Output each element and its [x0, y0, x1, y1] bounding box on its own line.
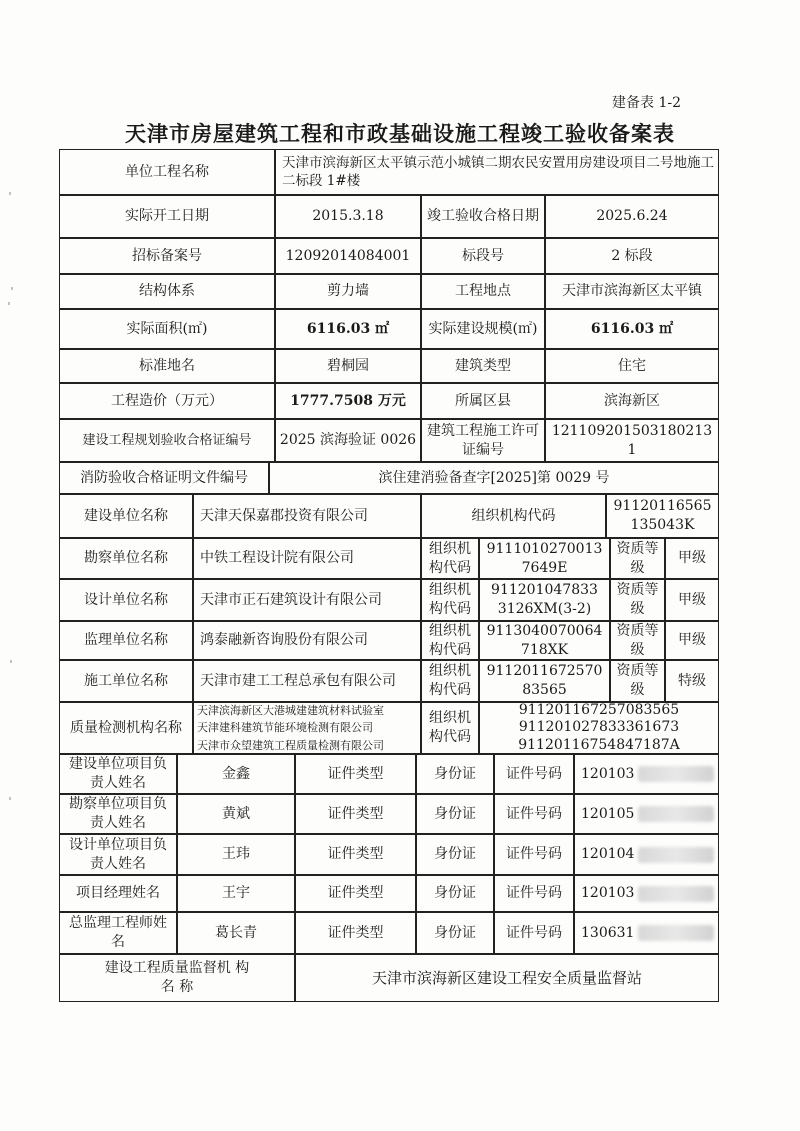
record-table	[60, 150, 720, 1003]
label-project-name: 单位工程名称	[59, 149, 275, 195]
label-start-date: 实际开工日期	[59, 195, 275, 238]
value-building-type: 住宅	[545, 349, 719, 383]
value-project-name: 天津市滨海新区太平镇示范小城镇二期农民安置用房建设项目二号地施工二标段 1#楼	[275, 149, 719, 195]
redaction-blur	[638, 925, 714, 941]
label-cert-no: 证件号码	[494, 834, 574, 875]
value-person-name: 王玮	[177, 834, 295, 875]
label-location: 工程地点	[421, 274, 545, 309]
value-scale: 6116.03 ㎡	[545, 309, 719, 349]
label-design-org-code: 组织机构代码	[421, 579, 479, 621]
value-cert-type: 身份证	[416, 794, 494, 834]
label-survey-org-code: 组织机构代码	[421, 538, 479, 579]
value-start-date: 2015.3.18	[275, 195, 421, 238]
label-builder-unit: 施工单位名称	[59, 660, 193, 702]
label-supervisor-org-code: 组织机构代码	[421, 621, 479, 660]
value-fire-cert: 滨住建消验备查字[2025]第 0029 号	[269, 462, 719, 494]
label-design-qual: 资质等级	[610, 579, 665, 621]
value-construction-unit: 天津天保嘉郡投资有限公司	[193, 494, 421, 538]
value-permit: 121109201503180213​1	[545, 419, 719, 462]
value-design-unit: 天津市正石建筑设计有限公司	[193, 579, 421, 621]
label-cert-type: 证件类型	[295, 834, 416, 875]
value-place-name: 碧桐园	[275, 349, 421, 383]
value-design-code: 911201047833 3126XM(3-2)	[479, 579, 610, 621]
value-bid-no: 12092014084001	[275, 238, 421, 274]
label-cert-no: 证件号码	[494, 912, 574, 954]
value-construction-code: 91120116565135043K	[606, 494, 719, 538]
label-supervisor-qual: 资质等级	[610, 621, 665, 660]
value-cert-no	[574, 875, 719, 912]
value-supervisor-unit: 鸿泰融新咨询股份有限公司	[193, 621, 421, 660]
label-area: 实际面积(㎡)	[59, 309, 275, 349]
value-survey-unit: 中铁工程设计院有限公司	[193, 538, 421, 579]
redaction-blur	[638, 847, 714, 863]
value-section-no: 2 标段	[545, 238, 719, 274]
value-supervisor-code: 9113040070064718XK	[479, 621, 610, 660]
value-quality-codes	[479, 702, 719, 754]
label-person-role: 项目经理姓名	[59, 875, 177, 912]
label-accept-date: 竣工验收合格日期	[421, 195, 545, 238]
value-area: 6116.03 ㎡	[275, 309, 421, 349]
label-district: 所属区县	[421, 383, 545, 419]
label-person-role: 勘察单位项目负责人姓名	[59, 794, 177, 834]
quality-code-1: 911201167257083565	[518, 701, 680, 718]
label-person-role: 建设单位项目负责人姓名	[59, 754, 177, 794]
label-fire-cert: 消防验收合格证明文件编号	[59, 462, 269, 494]
id-prefix: 130631	[581, 924, 635, 941]
scan-speck	[8, 302, 10, 305]
value-cert-type: 身份证	[416, 875, 494, 912]
label-cert-no: 证件号码	[494, 875, 574, 912]
value-cert-no	[574, 754, 719, 794]
label-quality-org: 质量检测机构名称	[59, 702, 193, 754]
redaction-blur	[638, 886, 714, 902]
value-builder-qual: 特级	[665, 660, 719, 702]
value-survey-code: 91110102700137649E	[479, 538, 610, 579]
redaction-blur	[638, 806, 714, 822]
scan-speck	[11, 287, 13, 290]
value-cost: 1777.7508 万元	[275, 383, 421, 419]
value-cert-no	[574, 794, 719, 834]
label-bid-no: 招标备案号	[59, 238, 275, 274]
label-supervision: 建设工程质量监督机 构 名 称	[59, 954, 295, 1002]
label-person-role: 总监理工程师姓名	[59, 912, 177, 954]
value-cert-no	[574, 912, 719, 954]
label-cost: 工程造价（万元）	[59, 383, 275, 419]
label-cert-type: 证件类型	[295, 875, 416, 912]
quality-code-2: 911201027833361673	[518, 719, 680, 736]
value-design-qual: 甲级	[665, 579, 719, 621]
label-scale: 实际建设规模(㎡)	[421, 309, 545, 349]
value-structure: 剪力墙	[275, 274, 421, 309]
id-prefix: 120103	[581, 765, 635, 782]
label-design-unit: 设计单位名称	[59, 579, 193, 621]
label-planning-cert: 建设工程规划验收合格证编号	[59, 419, 275, 462]
id-prefix: 120105	[581, 805, 635, 822]
label-supervisor-unit: 监理单位名称	[59, 621, 193, 660]
value-supervisor-qual: 甲级	[665, 621, 719, 660]
value-planning-cert: 2025 滨海验证 0026	[275, 419, 421, 462]
page-title: 天津市房屋建筑工程和市政基础设施工程竣工验收备案表	[125, 122, 675, 146]
label-cert-type: 证件类型	[295, 794, 416, 834]
label-cert-type: 证件类型	[295, 912, 416, 954]
value-cert-type: 身份证	[416, 834, 494, 875]
quality-org-3: 天津市众望建筑工程质量检测有限公司	[197, 738, 384, 752]
label-survey-unit: 勘察单位名称	[59, 538, 193, 579]
value-person-name: 葛长青	[177, 912, 295, 954]
label-cert-no: 证件号码	[494, 754, 574, 794]
form-number: 建备表 1-2	[612, 95, 681, 111]
value-district: 滨海新区	[545, 383, 719, 419]
label-structure: 结构体系	[59, 274, 275, 309]
value-person-name: 金鑫	[177, 754, 295, 794]
value-cert-type: 身份证	[416, 912, 494, 954]
value-cert-no	[574, 834, 719, 875]
value-supervision: 天津市滨海新区建设工程安全质量监督站	[295, 954, 719, 1002]
label-permit: 建筑工程施工许可证编号	[421, 419, 545, 462]
label-building-type: 建筑类型	[421, 349, 545, 383]
quality-org-1: 天津滨海新区大港城建建筑材料试验室	[197, 704, 384, 718]
scan-speck	[9, 192, 11, 195]
label-builder-org-code: 组织机构代码	[421, 660, 479, 702]
value-location: 天津市滨海新区太平镇	[545, 274, 719, 309]
label-person-role: 设计单位项目负责人姓名	[59, 834, 177, 875]
value-person-name: 黄斌	[177, 794, 295, 834]
label-cert-type: 证件类型	[295, 754, 416, 794]
label-construction-unit: 建设单位名称	[59, 494, 193, 538]
label-section-no: 标段号	[421, 238, 545, 274]
value-quality-orgs	[193, 702, 421, 754]
value-builder-code: 911201167257083565	[479, 660, 610, 702]
label-place-name: 标准地名	[59, 349, 275, 383]
value-person-name: 王宇	[177, 875, 295, 912]
value-cert-type: 身份证	[416, 754, 494, 794]
redaction-blur	[638, 766, 714, 782]
label-quality-org-code: 组织机构代码	[421, 702, 479, 754]
value-survey-qual: 甲级	[665, 538, 719, 579]
quality-code-3: 91120116754847187A	[518, 736, 680, 753]
id-prefix: 120104	[581, 846, 635, 863]
label-builder-qual: 资质等级	[610, 660, 665, 702]
quality-org-2: 天津建科建筑节能环境检测有限公司	[197, 721, 373, 735]
scan-speck	[9, 797, 11, 800]
label-org-code: 组织机构代码	[421, 494, 606, 538]
scan-speck	[10, 660, 12, 663]
id-prefix: 120103	[581, 885, 635, 902]
value-accept-date: 2025.6.24	[545, 195, 719, 238]
label-cert-no: 证件号码	[494, 794, 574, 834]
label-survey-qual: 资质等级	[610, 538, 665, 579]
value-builder-unit: 天津市建工工程总承包有限公司	[193, 660, 421, 702]
